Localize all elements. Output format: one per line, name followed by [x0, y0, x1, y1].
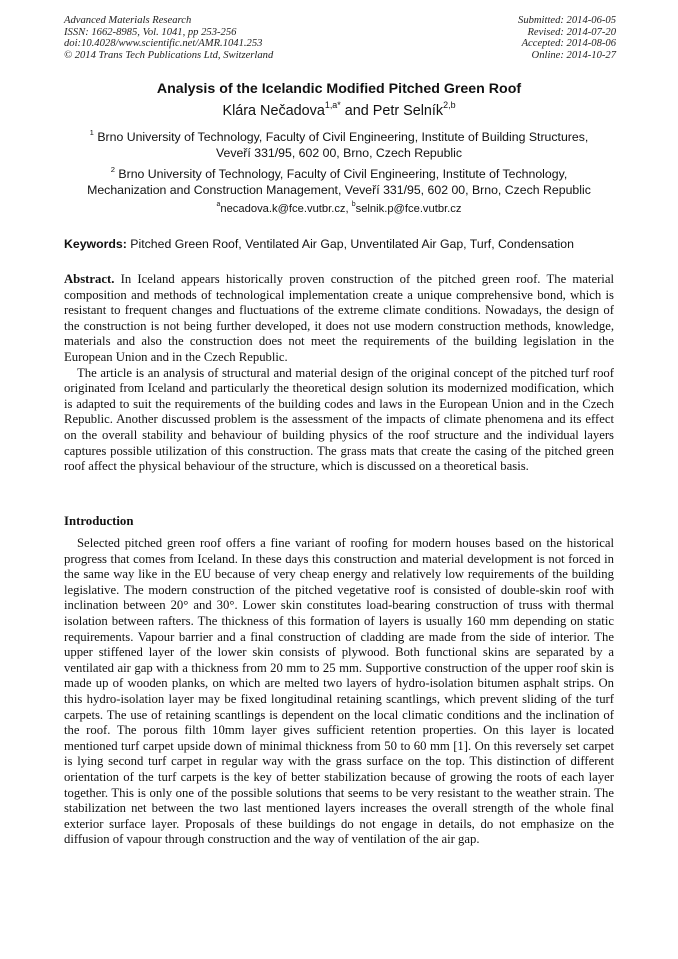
author-1-superscript: 1,a* [324, 99, 341, 110]
affiliation-2-line-2: Mechanization and Construction Management, Veveří 331/95, 602 00, Brno, Czech Republic [87, 183, 591, 197]
introduction-paragraph: Selected pitched green roof offers a fine variant of roofing for modern houses based on the historical progress that comes from Iceland. In these days this construction and material development is not forced in the same way like in the EU because of very cheap energy and relatively low requirements of the building legislative. The modern construction of the pitched vegetative roof is consisted of double-skin roof with inclination between 20° and 30°. Lower skin constitutes load-bearing construction of truss with thermal isolation between rafters. The thickness of this formation of layers is usually 160 mm depending on static requirements. Vapour barrier and a final construction of cladding are made from the side of interior. The upper stiffened layer of the lower skin consists of plywood. Both functional skins are separated by a ventilated air gap with a thickness from 20 mm to 25 mm. Supportive construction of the upper roof skin is made up of wooden planks, on which are melted two layers of hydro-isolation bitumen asphalt strips. On this hydro-isolation layer may be fixed longitudinal retaining scantlings, which prevent sliding of the turf carpets. The use of retaining scantlings is dependent on the local climatic conditions and the inclination of the roof. The porous filth 10mm layer gives sufficient retention properties. On this layer is located mentioned turf carpet upside down of minimal thickness from 50 to 60 mm [1]. On this reversely set carpet is lying second turf carpet in regular way with the grass surface on the top. This distinction of different orientation of the turf carpets is the key of better stabilization because of growing the roots of each layer together. This is only one of the possible solutions that seems to be very resistant to the weather strain. The stabilization net between the two last mentioned layers increases the overall strength of the whole final exterior surface layer. Proposals of these buildings do not engage in details, do not emphasize on the diffusion of vapour through construction and the way of ventilation of the air gap. [64, 536, 614, 847]
affiliation-2 [40, 166, 638, 198]
email-separator: , [345, 203, 352, 215]
affiliation-2-number: 2 [110, 164, 115, 174]
abstract-paragraph-1-text: In Iceland appears historically proven construction of the pitched green roof. The material composition and methods of technological implementation create a unique comprehensive bond, which is resistant to frequent changes and fluctuations of the extreme climate conditions. Nowadays, the design of the construction is not being further developed, it does not use modern construction methods, knowledge, materials and also the construction does not meet the requirements of the building legislation in the European Union and in the Czech Republic. [64, 272, 614, 364]
affiliation-1-line-1: Brno University of Technology, Faculty of Civil Engineering, Institute of Building Structures, [93, 130, 589, 144]
introduction-section [64, 536, 614, 848]
email-line [0, 203, 678, 215]
author-2-superscript: 2,b [443, 99, 456, 110]
accepted-date: Accepted: 2014-08-06 [521, 38, 616, 49]
abstract-label: Abstract. [64, 272, 115, 286]
affiliation-2-line-1: Brno University of Technology, Faculty of Civil Engineering, Institute of Technology, [114, 167, 568, 181]
author-1-name: Klára Nečadova [222, 103, 325, 119]
email-b-superscript: b [351, 201, 356, 209]
submitted-date: Submitted: 2014-06-05 [518, 15, 616, 26]
affiliation-1-line-2: Veveří 331/95, 602 00, Brno, Czech Republic [215, 146, 463, 160]
keywords-label: Keywords: [64, 237, 127, 251]
online-date: Online: 2014-10-27 [531, 49, 616, 61]
author-line [0, 99, 678, 119]
abstract-paragraph-1 [64, 272, 614, 366]
affiliation-1 [40, 129, 638, 161]
introduction-heading: Introduction [64, 514, 134, 528]
doi-line: doi:10.4028/www.scientific.net/AMR.1041.253 [64, 38, 263, 49]
email-a[interactable]: necadova.k@fce.vutbr.cz [220, 203, 346, 215]
issn-line: ISSN: 1662-8985, Vol. 1041, pp 253-256 [64, 26, 237, 38]
dates-header [518, 15, 616, 61]
email-a-superscript: a [216, 201, 221, 209]
journal-info-header [64, 15, 273, 61]
paper-title: Analysis of the Icelandic Modified Pitched Green Roof [156, 81, 522, 97]
author-2-name: and Petr Selník [340, 103, 444, 119]
keywords [64, 237, 624, 251]
journal-name: Advanced Materials Research [64, 15, 192, 26]
email-b[interactable]: selnik.p@fce.vutbr.cz [355, 203, 462, 215]
revised-date: Revised: 2014-07-20 [527, 26, 616, 38]
abstract-paragraph-2: The article is an analysis of structural and material design of the original concept of the pitched turf roof originated from Iceland and particularly the theoretical design solution its modernized modification, which is adapted to suit the requirements of the building codes and laws in the European Union and in the Czech Republic. Another discussed problem is the assessment of the impacts of climate phenomena and its effect on the overall stability and behaviour of building physics of the roof structure and the individual layers captures possible utilization of this construction. The grass mats that create the casing of the pitched green roof affect the physical behaviour of the structure, which is discussed on a theoretical basis. [64, 365, 614, 474]
abstract-section [64, 272, 614, 475]
affiliation-1-number: 1 [89, 127, 94, 137]
copyright-line: © 2014 Trans Tech Publications Ltd, Switzerland [64, 49, 274, 61]
keywords-text: Pitched Green Roof, Ventilated Air Gap, Unventilated Air Gap, Turf, Condensation [126, 237, 574, 251]
